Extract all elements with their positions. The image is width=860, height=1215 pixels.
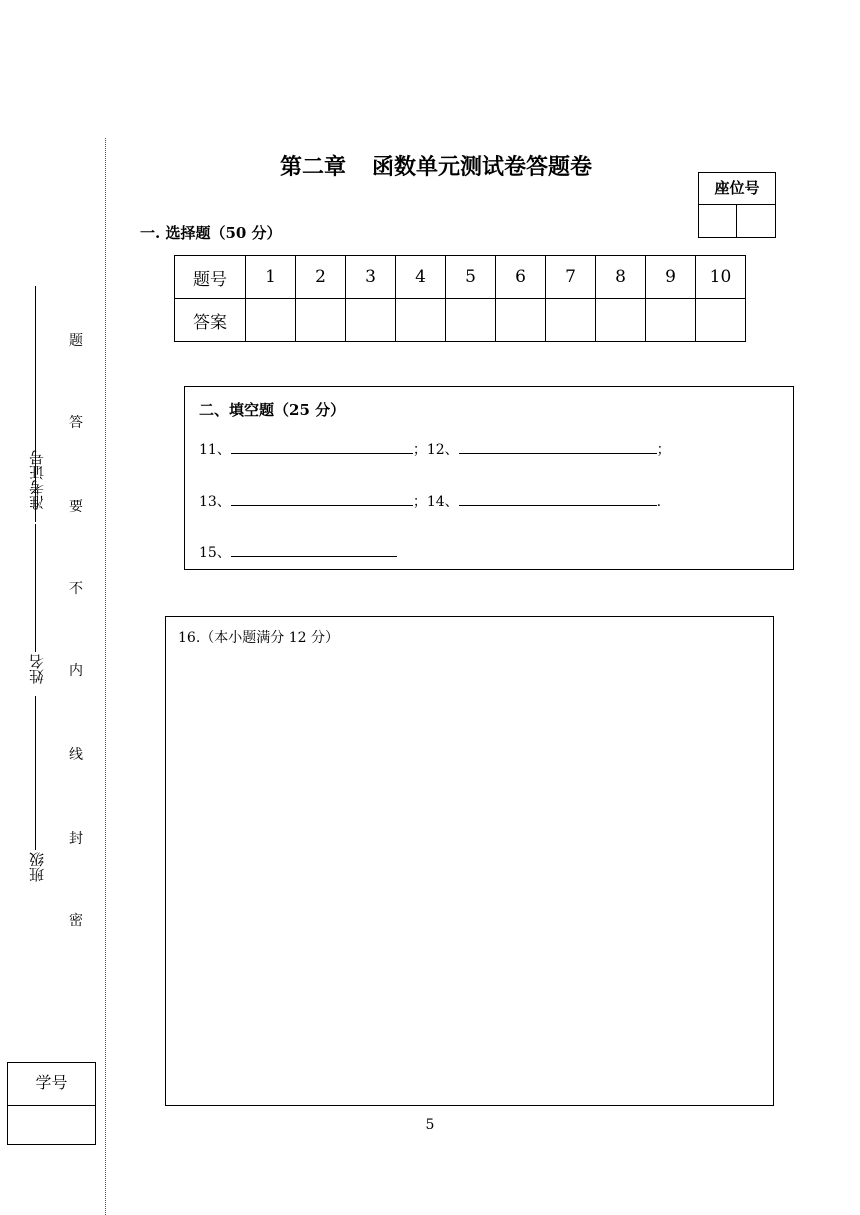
name-label: 姓名 xyxy=(28,654,46,684)
question-number: 10 xyxy=(696,256,746,299)
table-row-answers xyxy=(175,299,746,342)
binding-char-bu: 不 xyxy=(69,581,83,597)
choice-answer-table xyxy=(174,255,746,342)
q15-blank[interactable] xyxy=(231,542,397,557)
answer-cell[interactable] xyxy=(646,299,696,342)
terminator: . xyxy=(656,494,662,510)
title-chapter: 第二章 xyxy=(279,154,346,180)
fill-row-15 xyxy=(199,542,397,562)
q12-label: 12、 xyxy=(426,442,459,458)
answer-cell[interactable] xyxy=(446,299,496,342)
student-id-label: 学号 xyxy=(8,1063,95,1106)
binding-dotted-line xyxy=(105,138,106,1215)
question-number: 8 xyxy=(596,256,646,299)
exam-id-label: 准考证号 xyxy=(28,450,46,510)
section-choice-heading: 一. 选择题（50 分） xyxy=(140,224,282,242)
binding-char-xian: 线 xyxy=(69,747,83,763)
q15-label: 15、 xyxy=(199,545,231,561)
question-number: 3 xyxy=(346,256,396,299)
question-number: 9 xyxy=(646,256,696,299)
answer-cell[interactable] xyxy=(596,299,646,342)
separator: ； xyxy=(412,494,427,510)
question-number: 2 xyxy=(296,256,346,299)
separator: ； xyxy=(656,442,671,458)
binding-char-da: 答 xyxy=(69,415,83,431)
answer-cell[interactable] xyxy=(346,299,396,342)
student-id-cell[interactable] xyxy=(8,1106,95,1144)
seat-number-box xyxy=(698,172,776,238)
separator: ； xyxy=(412,442,427,458)
binding-char-nei: 内 xyxy=(69,663,83,679)
question-number: 1 xyxy=(246,256,296,299)
class-line xyxy=(35,696,36,850)
binding-char-ti: 题 xyxy=(69,333,83,349)
q14-label: 14、 xyxy=(426,494,459,510)
question-number: 4 xyxy=(396,256,446,299)
answer-cell[interactable] xyxy=(296,299,346,342)
section-fill-heading: 二、填空题（25 分） xyxy=(199,401,346,419)
name-line xyxy=(35,524,36,652)
q14-blank[interactable] xyxy=(459,491,657,506)
binding-char-feng: 封 xyxy=(69,831,83,847)
seat-number-cell[interactable] xyxy=(738,205,775,237)
q16-label: 16.（本小题满分 12 分） xyxy=(178,630,339,646)
page-number: 5 xyxy=(425,1117,435,1133)
seat-number-label: 座位号 xyxy=(699,173,775,205)
seat-number-cell[interactable] xyxy=(699,205,737,237)
answer-cell[interactable] xyxy=(546,299,596,342)
q12-blank[interactable] xyxy=(459,439,657,454)
class-label: 班级 xyxy=(28,852,46,882)
row-header-number: 题号 xyxy=(175,256,246,299)
q16-answer-box[interactable] xyxy=(165,616,774,1106)
fill-in-section xyxy=(184,386,794,570)
answer-cell[interactable] xyxy=(496,299,546,342)
row-header-answer: 答案 xyxy=(175,299,246,342)
table-row-numbers xyxy=(175,256,746,299)
binding-char-yao: 要 xyxy=(69,499,83,515)
title-main: 函数单元测试卷答题卷 xyxy=(372,154,593,180)
answer-cell[interactable] xyxy=(696,299,746,342)
q11-blank[interactable] xyxy=(231,439,413,454)
question-number: 6 xyxy=(496,256,546,299)
student-id-box xyxy=(7,1062,96,1145)
q11-label: 11、 xyxy=(199,442,231,458)
fill-row-13-14 xyxy=(199,491,661,511)
fill-row-11-12 xyxy=(199,439,671,459)
binding-char-mi: 密 xyxy=(69,913,83,929)
q13-label: 13、 xyxy=(199,494,231,510)
q13-blank[interactable] xyxy=(231,491,413,506)
answer-cell[interactable] xyxy=(396,299,446,342)
answer-cell[interactable] xyxy=(246,299,296,342)
question-number: 7 xyxy=(546,256,596,299)
question-number: 5 xyxy=(446,256,496,299)
